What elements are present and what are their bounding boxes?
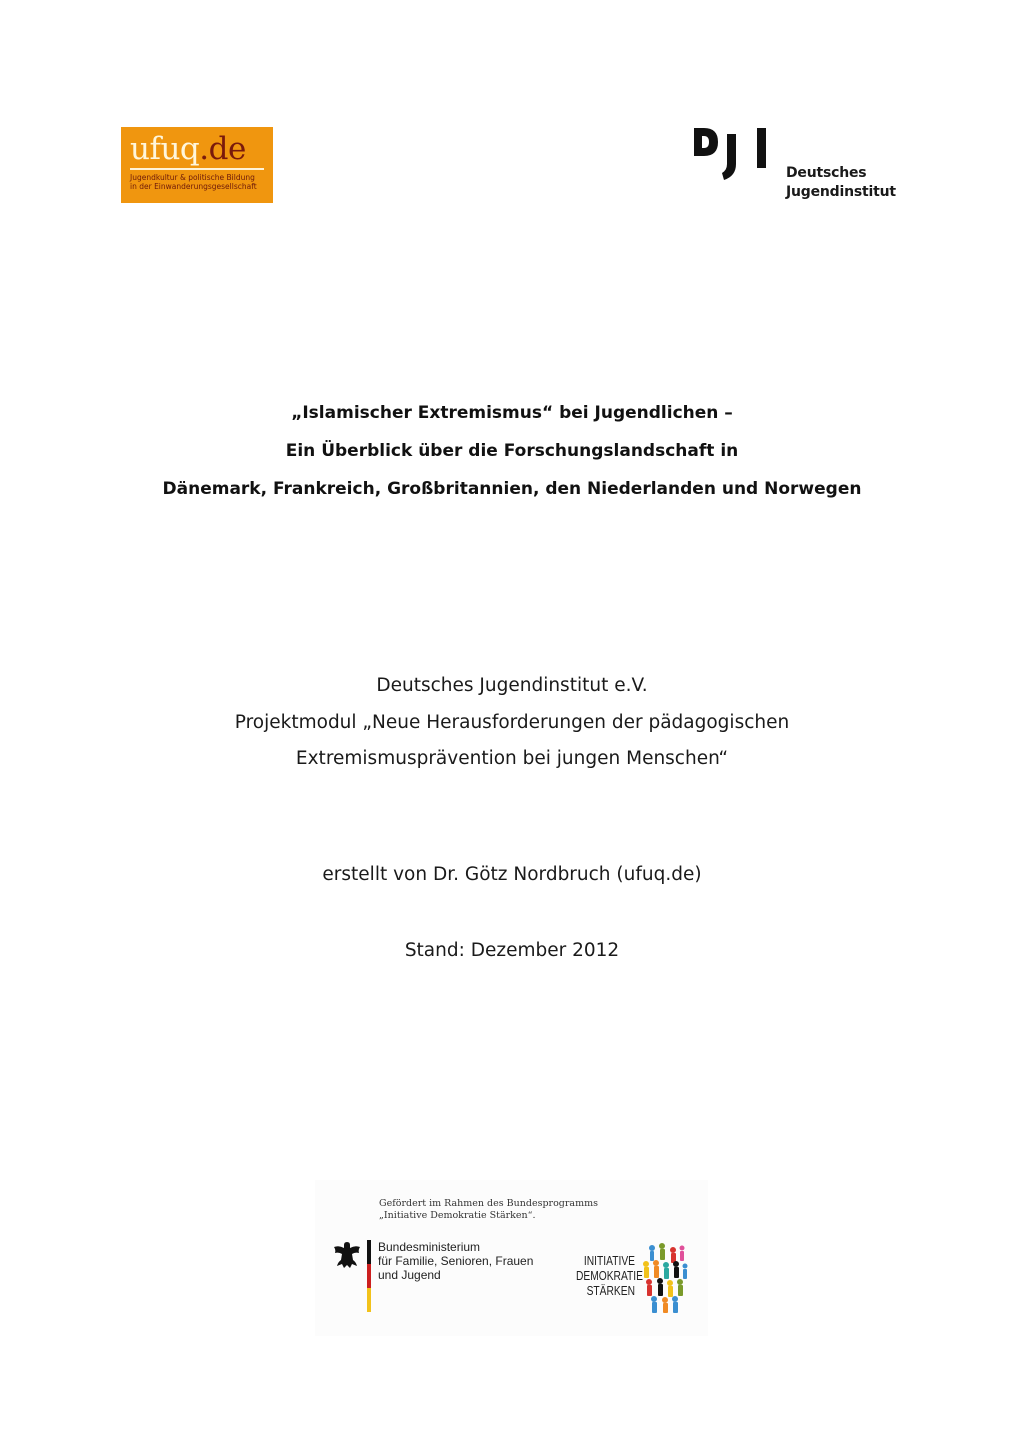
project-module-line-1: Projektmodul „Neue Herausforderungen der pädagogischen <box>234 711 790 733</box>
ufuq-tagline-1: Jugendkultur & politische Bildung <box>130 173 255 182</box>
initiative-logo-text: INITIATIVE DEMOKRATIE STÄRKEN <box>575 1254 643 1298</box>
dji-logo-text: Deutsches Jugendinstitut <box>786 165 896 200</box>
german-flag-bar <box>367 1240 371 1312</box>
ufuq-wordmark: ufuq.de <box>130 131 246 167</box>
ufuq-divider <box>130 168 264 170</box>
date-line: Stand: Dezember 2012 <box>404 940 620 961</box>
organization-name: Deutsches Jugendinstitut e.V. <box>376 675 648 696</box>
ufuq-logo <box>121 127 273 203</box>
funding-note: Gefördert im Rahmen des Bundesprogramms „Initiative Demokratie Stärken“. <box>379 1198 598 1221</box>
document-title <box>0 400 1024 514</box>
ministry-name: Bundesministerium für Familie, Senioren, Frauen und Jugend <box>378 1240 534 1282</box>
author-line: erstellt von Dr. Götz Nordbruch (ufuq.de) <box>322 864 702 885</box>
organization-block <box>0 672 1024 782</box>
title-line-1: „Islamischer Extremismus“ bei Jugendlichen – <box>291 403 733 423</box>
dji-logo-mark-icon <box>694 126 774 182</box>
people-crowd-icon <box>640 1242 690 1314</box>
title-line-3: Dänemark, Frankreich, Großbritannien, den Niederlanden und Norwegen <box>162 479 862 499</box>
title-line-2: Ein Überblick über die Forschungslandschaft in <box>285 441 739 461</box>
federal-eagle-icon <box>333 1240 361 1270</box>
funding-notice <box>315 1180 708 1336</box>
ufuq-tagline-2: in der Einwanderungsgesellschaft <box>130 182 257 191</box>
project-module-line-2: Extremismusprävention bei jungen Menschen“ <box>295 748 729 769</box>
